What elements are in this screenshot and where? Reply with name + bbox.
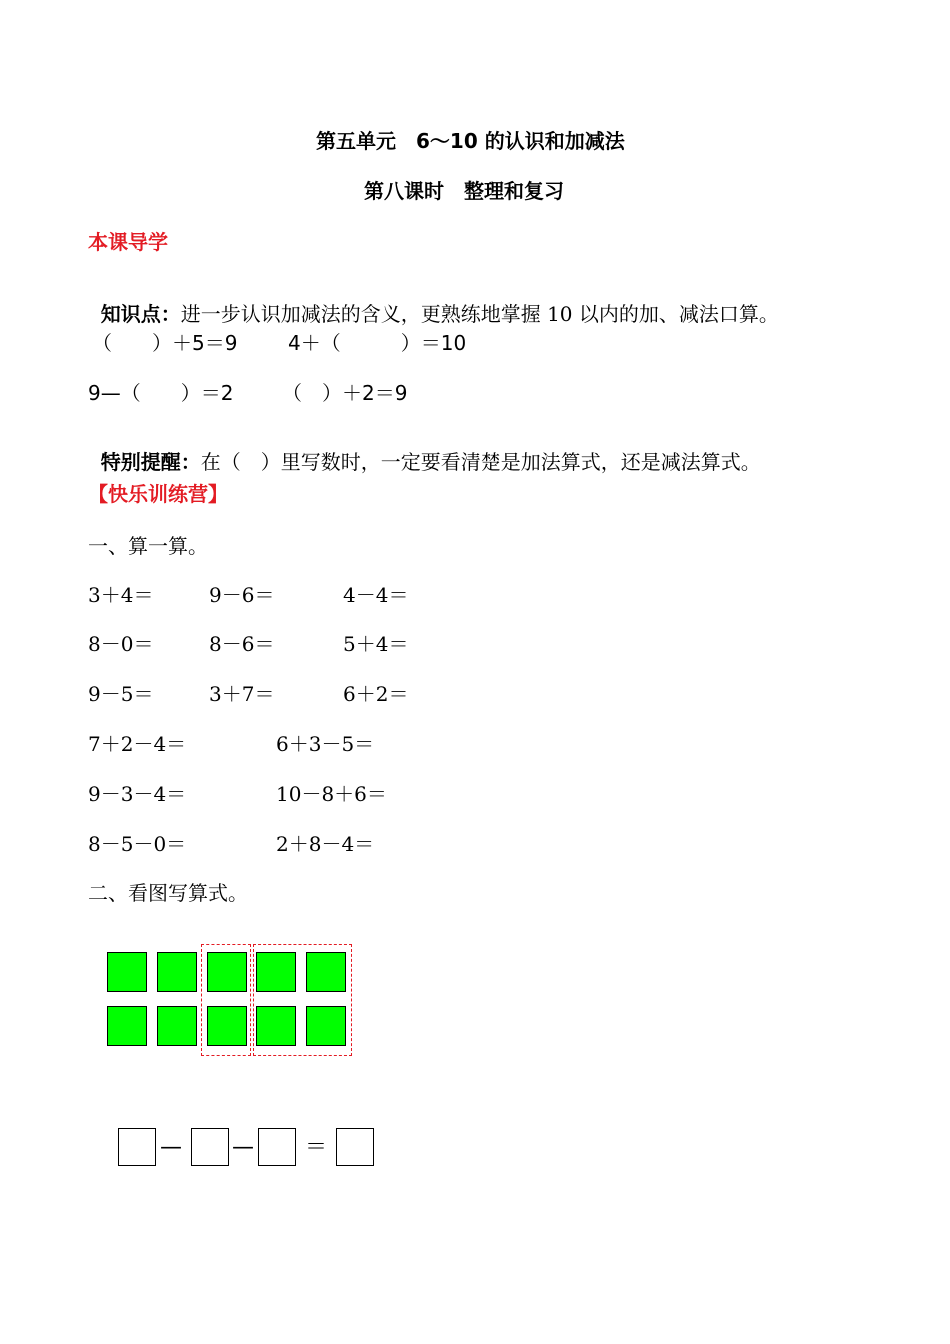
problem: 6＋2＝ xyxy=(343,682,409,706)
reminder-text: 在（ ）里写数时，一定要看清楚是加法算式，还是减法算式。 xyxy=(200,450,761,474)
problem: 6＋3－5＝ xyxy=(276,732,375,756)
green-square xyxy=(157,952,197,992)
example-1b: 4＋（ ）＝10 xyxy=(288,331,467,355)
answer-box[interactable] xyxy=(191,1128,229,1166)
problem: 9－5＝ xyxy=(88,682,154,706)
lesson-title: 第八课时 整理和复习 xyxy=(364,179,564,203)
example-2b: （ ）＋2＝9 xyxy=(282,381,408,405)
problem: 8－6＝ xyxy=(209,632,275,656)
minus-sign: — xyxy=(160,1135,182,1160)
unit-title: 第五单元 6～10 的认识和加减法 xyxy=(316,129,625,153)
circled-group-4 xyxy=(253,944,352,1056)
example-1a: （ ）＋5＝9 xyxy=(92,331,238,355)
circled-group-2 xyxy=(201,944,251,1056)
problem: 9－3－4＝ xyxy=(88,782,187,806)
problem: 2＋8－4＝ xyxy=(276,832,375,856)
reminder-label: 特别提醒： xyxy=(100,450,201,474)
answer-box[interactable] xyxy=(118,1128,156,1166)
knowledge-text: 进一步认识加减法的含义，更熟练地掌握 10 以内的加、减法口算。 xyxy=(180,302,779,326)
practice-heading: 【快乐训练营】 xyxy=(88,482,228,506)
green-square xyxy=(157,1006,197,1046)
equals-sign: ＝ xyxy=(305,1135,328,1160)
problem: 5＋4＝ xyxy=(343,632,409,656)
problem: 8－0＝ xyxy=(88,632,154,656)
problem: 4－4＝ xyxy=(343,583,409,607)
green-square xyxy=(107,1006,147,1046)
problem: 7＋2－4＝ xyxy=(88,732,187,756)
answer-box[interactable] xyxy=(258,1128,296,1166)
problem: 8－5－0＝ xyxy=(88,832,187,856)
problem: 10－8＋6＝ xyxy=(276,782,387,806)
green-square xyxy=(107,952,147,992)
problem: 3＋7＝ xyxy=(209,682,275,706)
knowledge-label: 知识点： xyxy=(100,302,181,326)
knowledge-line xyxy=(88,284,779,324)
reminder-line xyxy=(88,432,761,472)
example-2a: 9—（ ）＝2 xyxy=(88,381,234,405)
answer-box[interactable] xyxy=(336,1128,374,1166)
guide-heading: 本课导学 xyxy=(88,230,168,254)
minus-sign: — xyxy=(232,1135,254,1160)
section2-title: 二、看图写算式。 xyxy=(88,881,248,905)
section1-title: 一、算一算。 xyxy=(88,534,208,558)
problem: 9－6＝ xyxy=(209,583,275,607)
problem: 3＋4＝ xyxy=(88,583,154,607)
